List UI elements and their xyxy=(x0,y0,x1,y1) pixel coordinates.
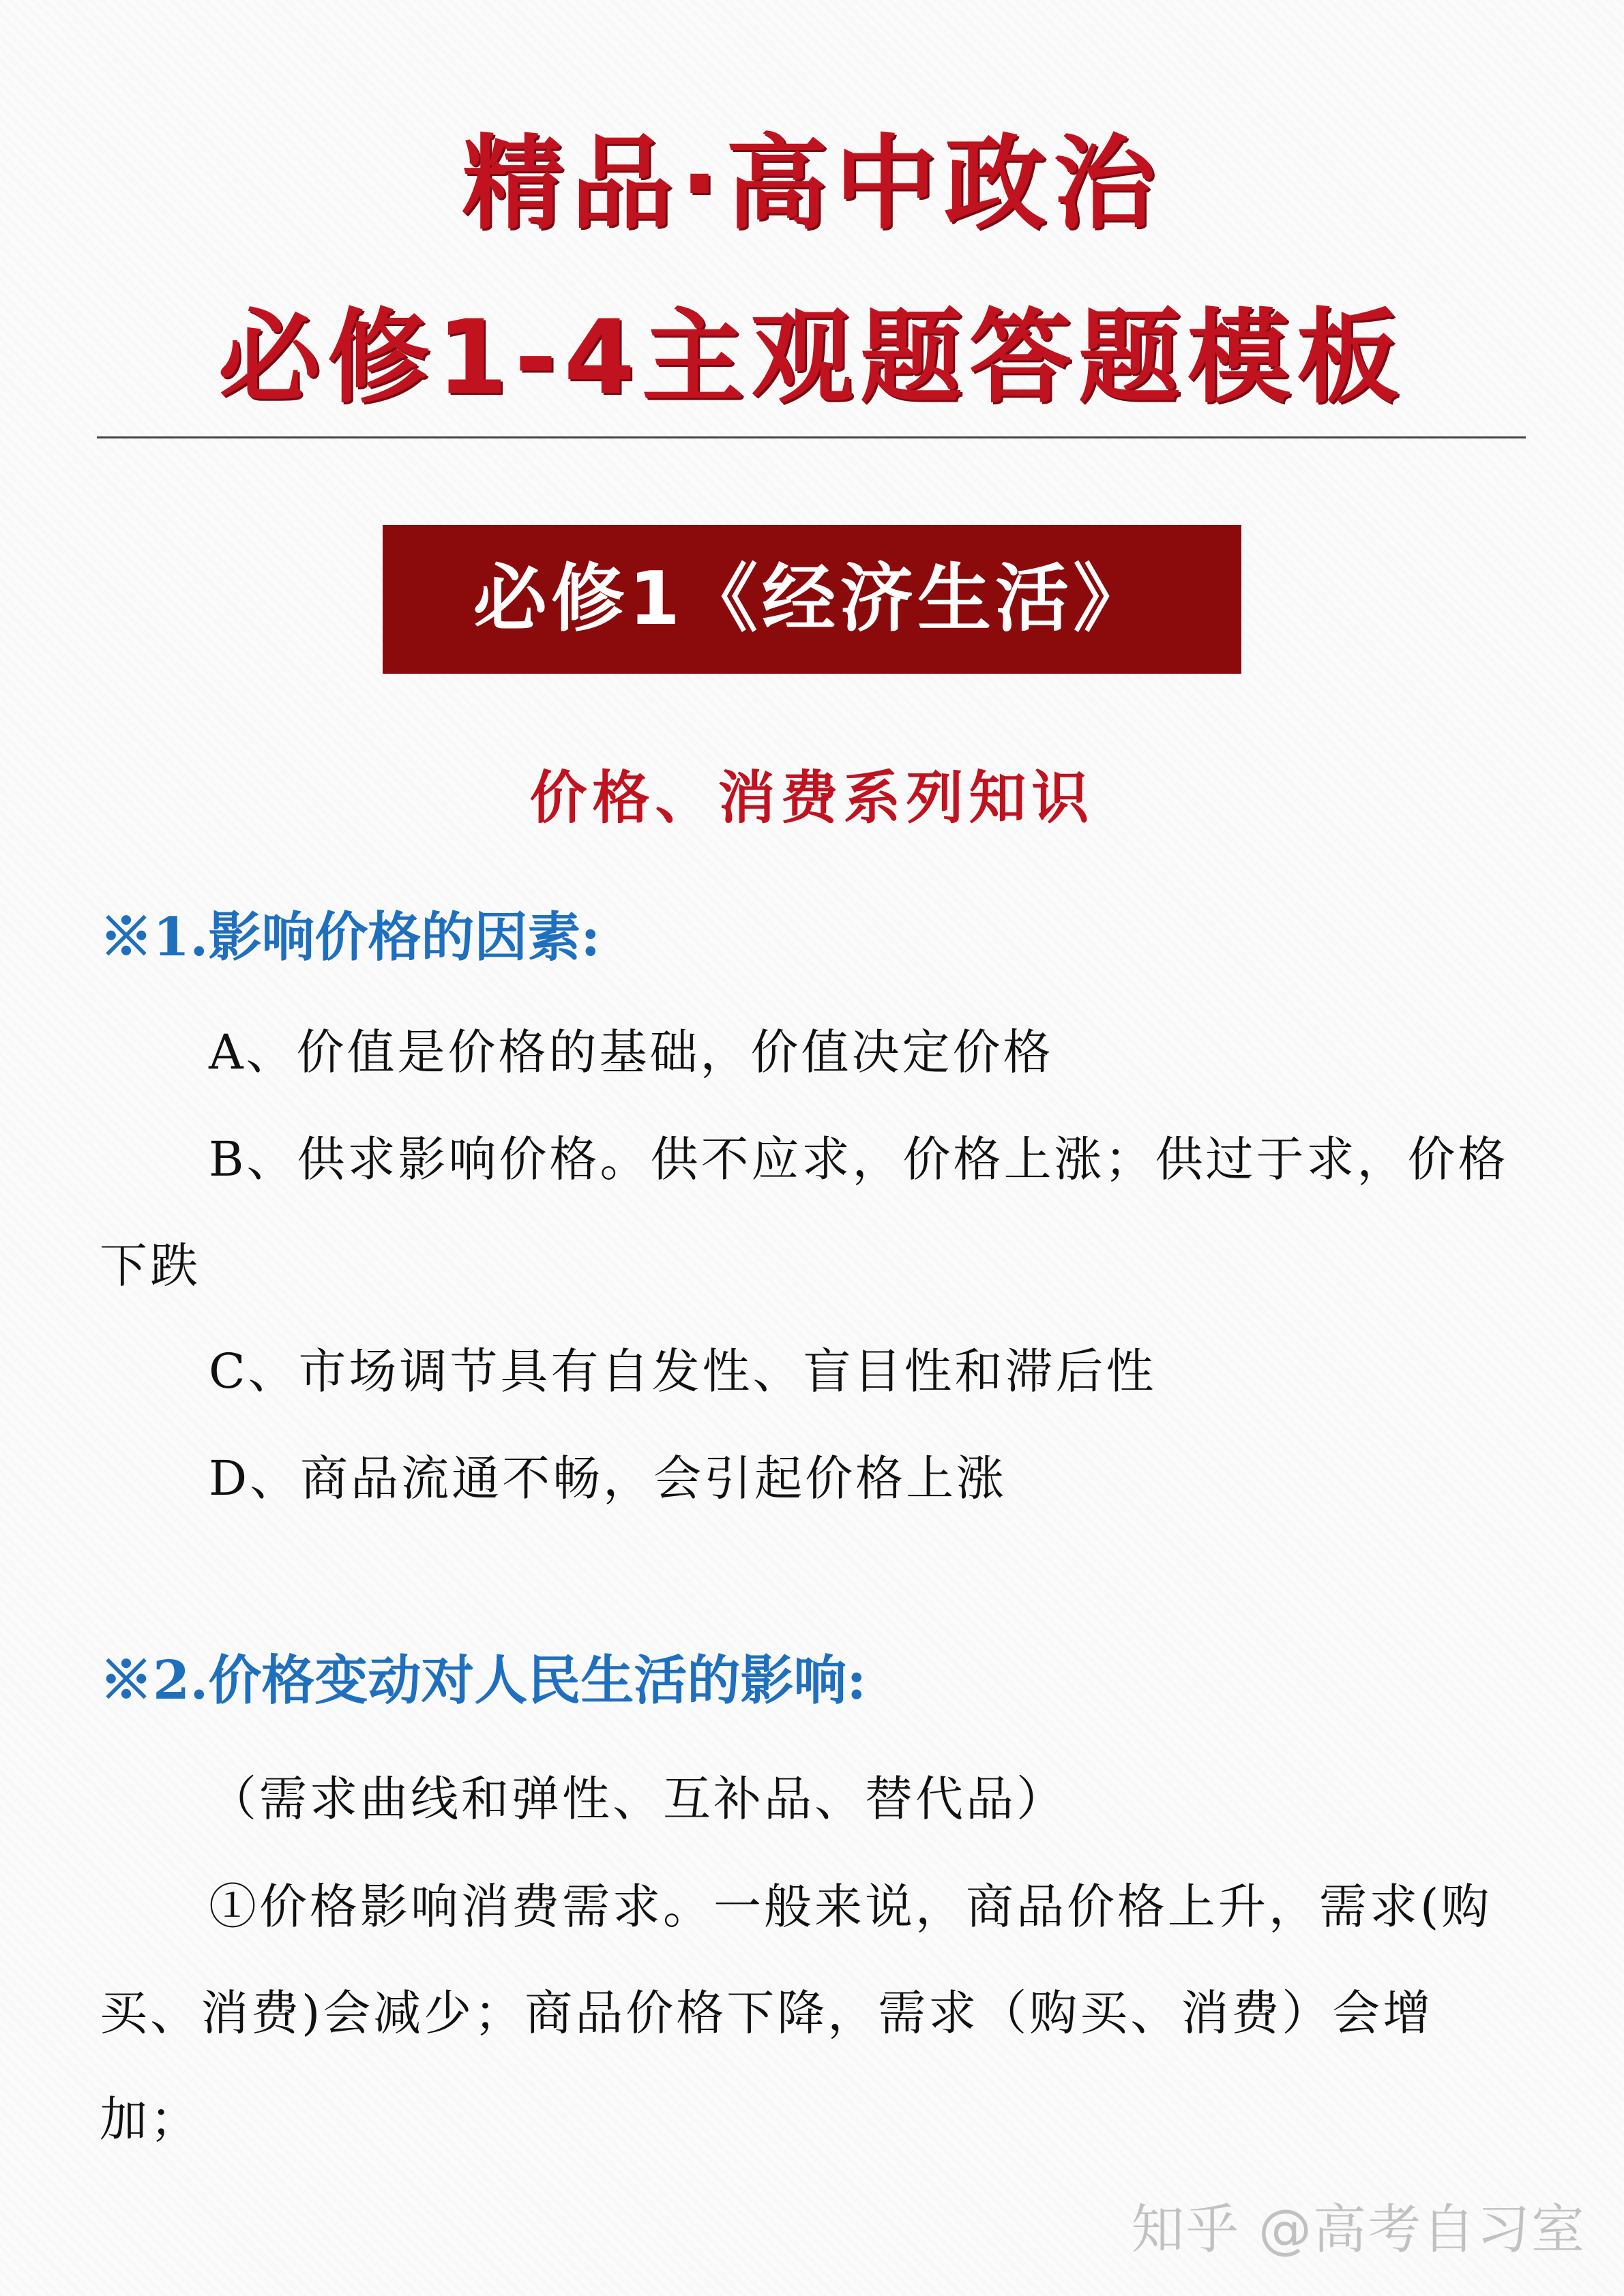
section-2-paragraph-1: ①价格影响消费需求。一般来说，商品价格上升，需求(购买、消费)会减少；商品价格下降，需求（购买、消费）会增加； xyxy=(100,1879,1492,2147)
title-divider xyxy=(97,436,1526,438)
watermark: 知乎 @高考自习室 xyxy=(1131,2199,1586,2261)
section-1-item-a: A、价值是价格的基础，价值决定价格 xyxy=(209,1024,1054,1080)
section-1-item-c: C、市场调节具有自发性、盲目性和滞后性 xyxy=(209,1343,1157,1399)
section-1-item-d: D、商品流通不畅，会引起价格上涨 xyxy=(209,1450,1007,1506)
section-1-item-b: B、供求影响价格。供不应求，价格上涨；供过于求，价格下跌 xyxy=(100,1131,1509,1294)
section-2-note: （需求曲线和弹性、互补品、替代品） xyxy=(209,1771,1067,1827)
page-title-line-2: 必修1-4主观题答题模板 xyxy=(218,299,1406,417)
chapter-banner: 必修1《经济生活》 xyxy=(383,525,1241,674)
section-2-heading: ※2.价格变动对人民生活的影响: xyxy=(100,1650,867,1712)
section-1-heading: ※1.影响价格的因素: xyxy=(100,906,601,968)
topic-subheading: 价格、消费系列知识 xyxy=(529,764,1095,831)
page-title-line-1: 精品·高中政治 xyxy=(462,125,1162,243)
